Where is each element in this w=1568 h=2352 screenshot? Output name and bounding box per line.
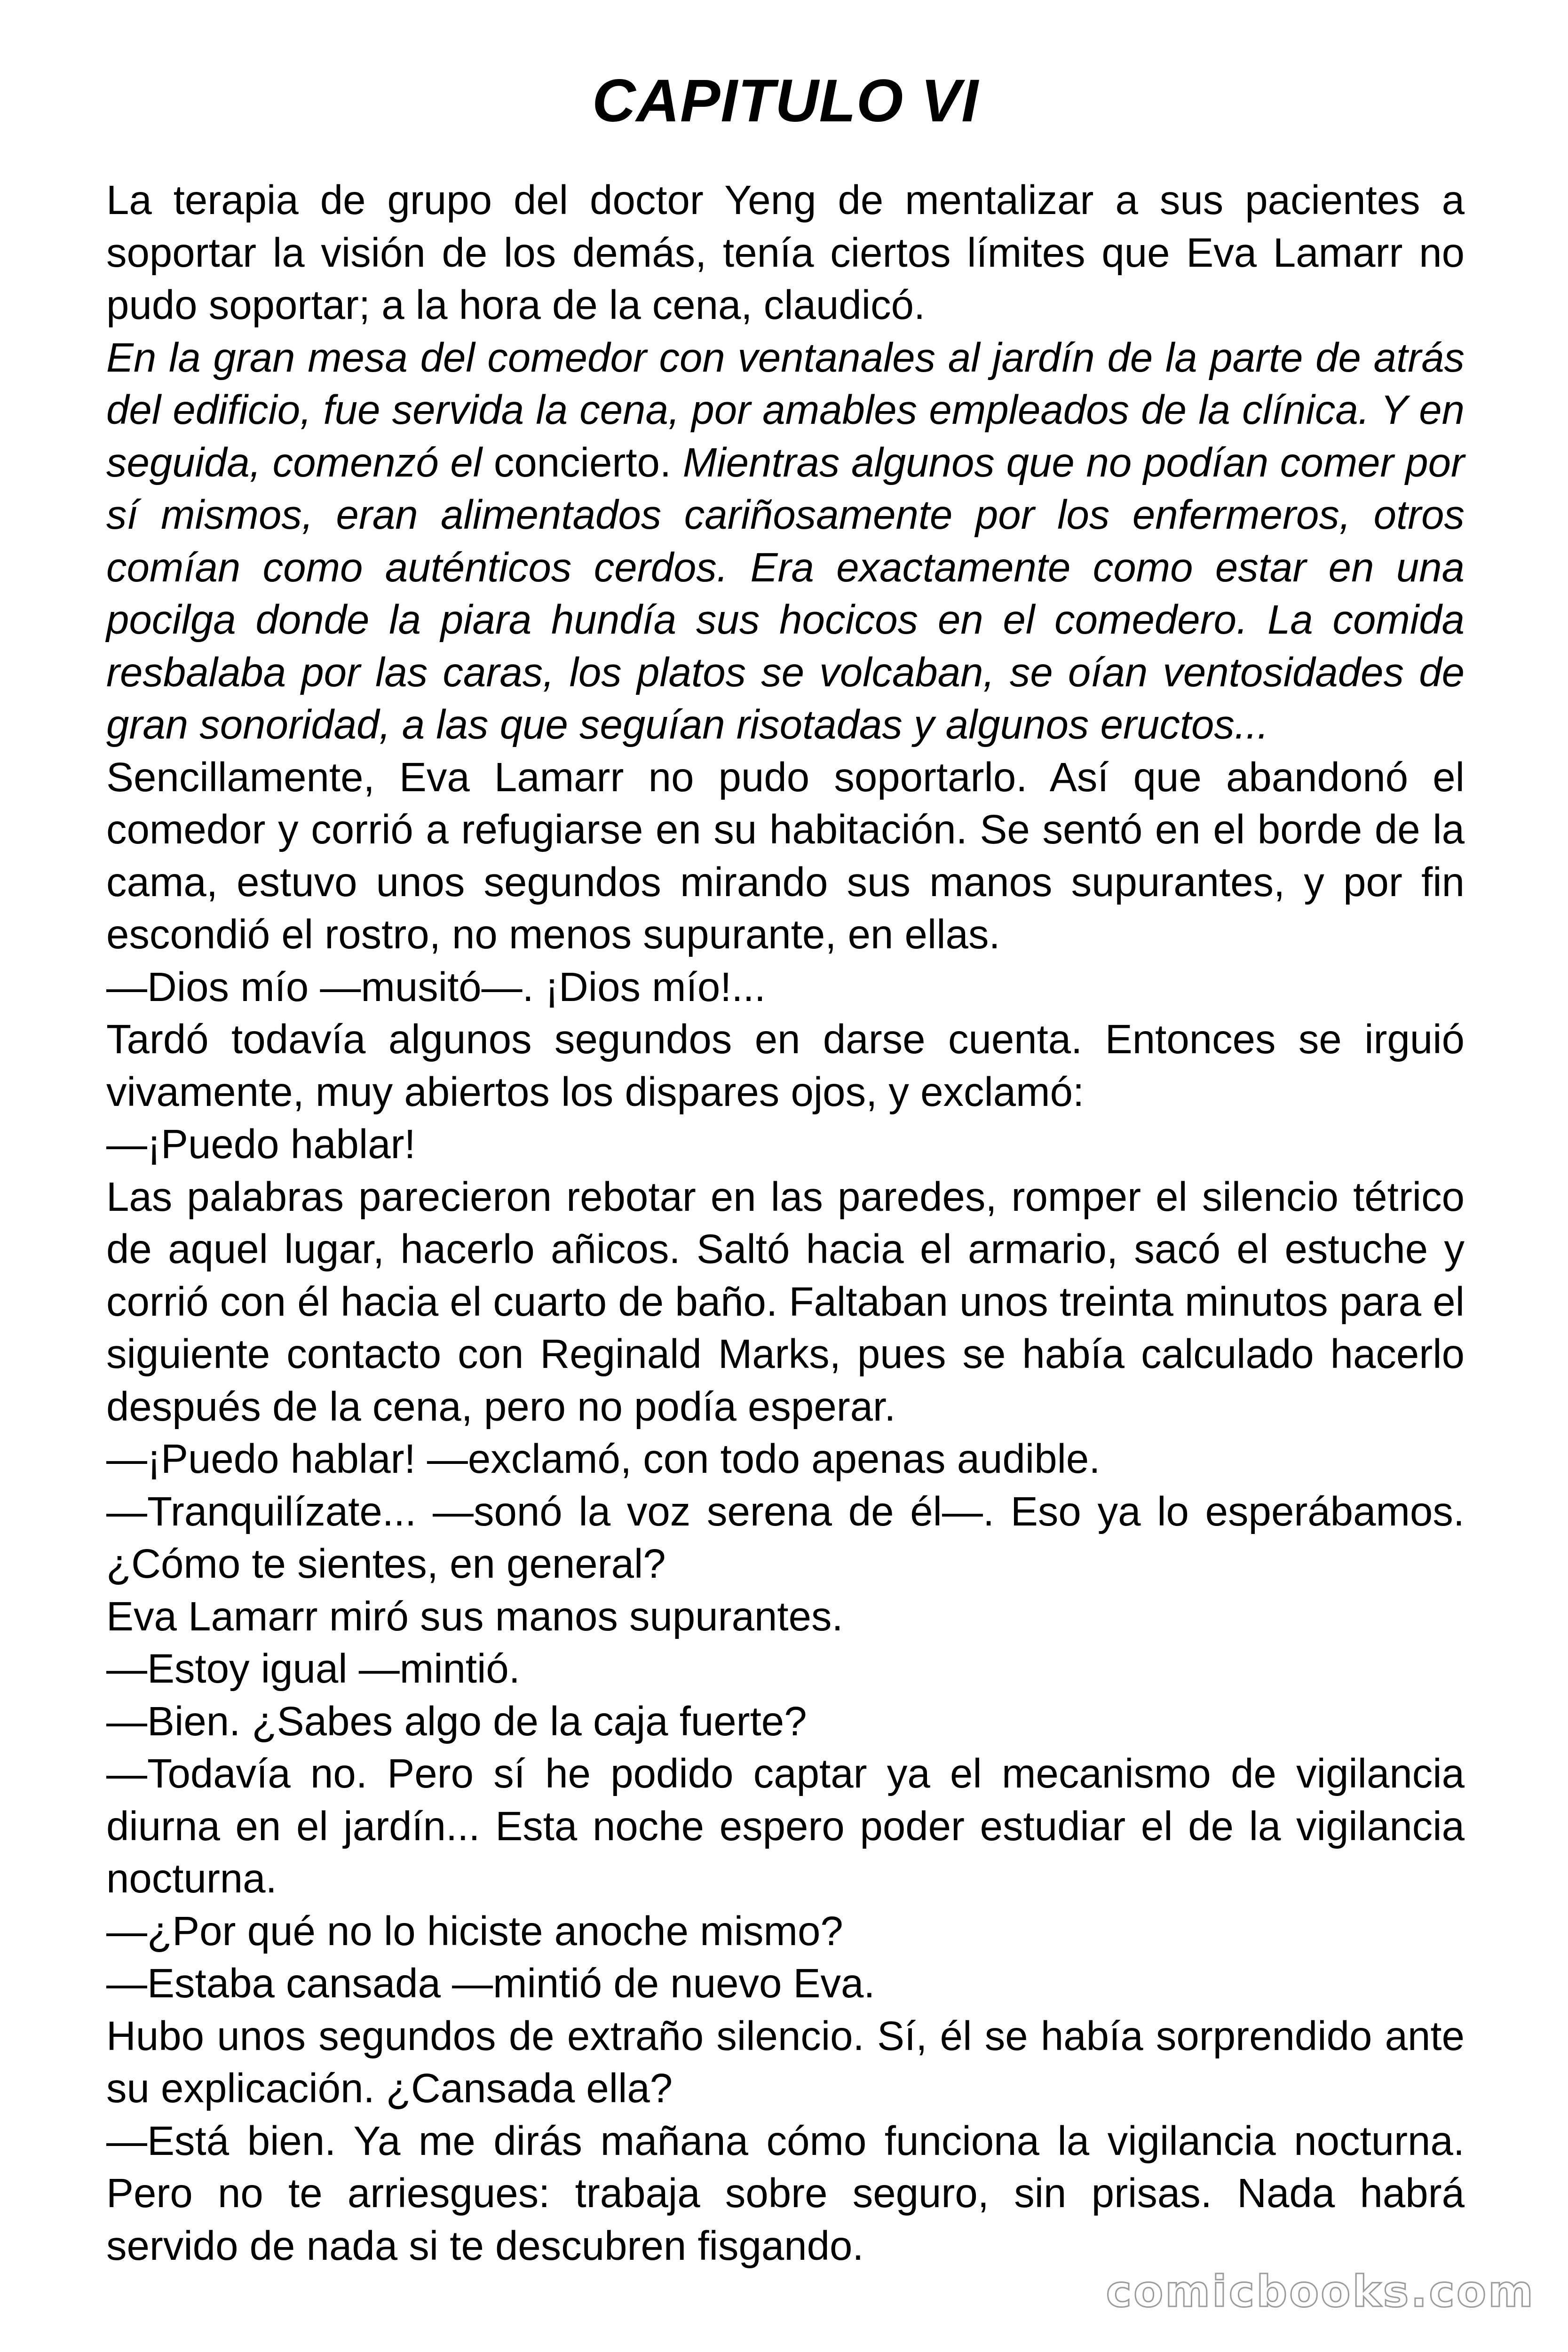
chapter-title: CAPITULO VI — [592, 67, 979, 135]
dialogue-line: —¡Puedo hablar! —exclamó, con todo apenas audible. — [106, 1436, 1101, 1482]
dialogue-line: —Tranquilízate... —sonó la voz serena de él—. Eso ya lo esperábamos. ¿Cómo te sientes, en general? — [106, 1488, 1465, 1587]
dialogue-line: —¿Por qué no lo hiciste anoche mismo? — [106, 1908, 843, 1954]
paragraph: Las palabras parecieron rebotar en las paredes, romper el silencio tétrico de aquel lugar, hacerlo añicos. Saltó hacia el armario, sacó el estuche y corrió con él hacia el cuarto de baño. Faltaban unos treinta minutos para el siguiente contacto con Reginald Marks, pues se había calculado hacerlo después de la cena, pero no podía esperar. — [106, 1174, 1465, 1430]
dialogue-line: —Estoy igual —mintió. — [106, 1646, 520, 1692]
dialogue-line: —¡Puedo hablar! — [106, 1121, 416, 1167]
paragraph: Hubo unos segundos de extraño silencio. Sí, él se había sorprendido ante su explicación. ¿Cansada ella? — [106, 2013, 1465, 2111]
paragraph: Eva Lamarr miró sus manos supurantes. — [106, 1593, 843, 1639]
italic-text: Mientras algunos que no podían comer por sí mismos, eran alimentados cariñosamente por los enfermeros, otros comían como auténticos cerdos. Era exactamente como estar en una pocilga donde la piara hundía sus hocicos en el comedero. La comida resbalaba por las caras, los platos se volcaban, se oían ventosidades de gran sonoridad, a las que seguían risotadas y algunos eructos... — [106, 439, 1465, 747]
paragraph: Tardó todavía algunos segundos en darse cuenta. Entonces se irguió vivamente, muy abiertos los dispares ojos, y exclamó: — [106, 1017, 1465, 1115]
dialogue-line: —Estaba cansada —mintió de nuevo Eva. — [106, 1961, 875, 2006]
dialogue-line: —Dios mío —musitó—. ¡Dios mío!... — [106, 964, 766, 1010]
document-page — [106, 61, 1465, 2272]
paragraph-italic — [106, 332, 1465, 751]
paragraph: La terapia de grupo del doctor Yeng de mentalizar a sus pacientes a soportar la visión de los demás, tenía ciertos límites que Eva Lamarr no pudo soportar; a la hora de la cena, claudicó. — [106, 177, 1465, 328]
dialogue-line: —Todavía no. Pero sí he podido captar ya el mecanismo de vigilancia diurna en el jardín... Esta noche espero poder estudiar el de la vigilancia nocturna. — [106, 1751, 1465, 1901]
dialogue-line: —Bien. ¿Sabes algo de la caja fuerte? — [106, 1698, 807, 1744]
dialogue-line: —Está bien. Ya me dirás mañana cómo funciona la vigilancia nocturna. Pero no te arriesgues: trabaja sobre seguro, sin prisas. Nada habrá servido de nada si te descubren fisgando. — [106, 2118, 1465, 2269]
italic-text: En la gran mesa del comedor con ventanales al jardín de la parte de atrás del edificio, fue servida la cena, por amables empleados de la clínica. Y en seguida, comenzó el — [106, 334, 1465, 485]
watermark-logo: comicbooks.com — [1106, 2266, 1535, 2317]
paragraph: Sencillamente, Eva Lamarr no pudo soportarlo. Así que abandonó el comedor y corrió a refugiarse en su habitación. Se sentó en el borde de la cama, estuvo unos segundos mirando sus manos supurantes, y por fin escondió el rostro, no menos supurante, en ellas. — [106, 754, 1465, 957]
chapter-body — [106, 174, 1465, 2272]
roman-text: concierto. — [493, 439, 672, 485]
